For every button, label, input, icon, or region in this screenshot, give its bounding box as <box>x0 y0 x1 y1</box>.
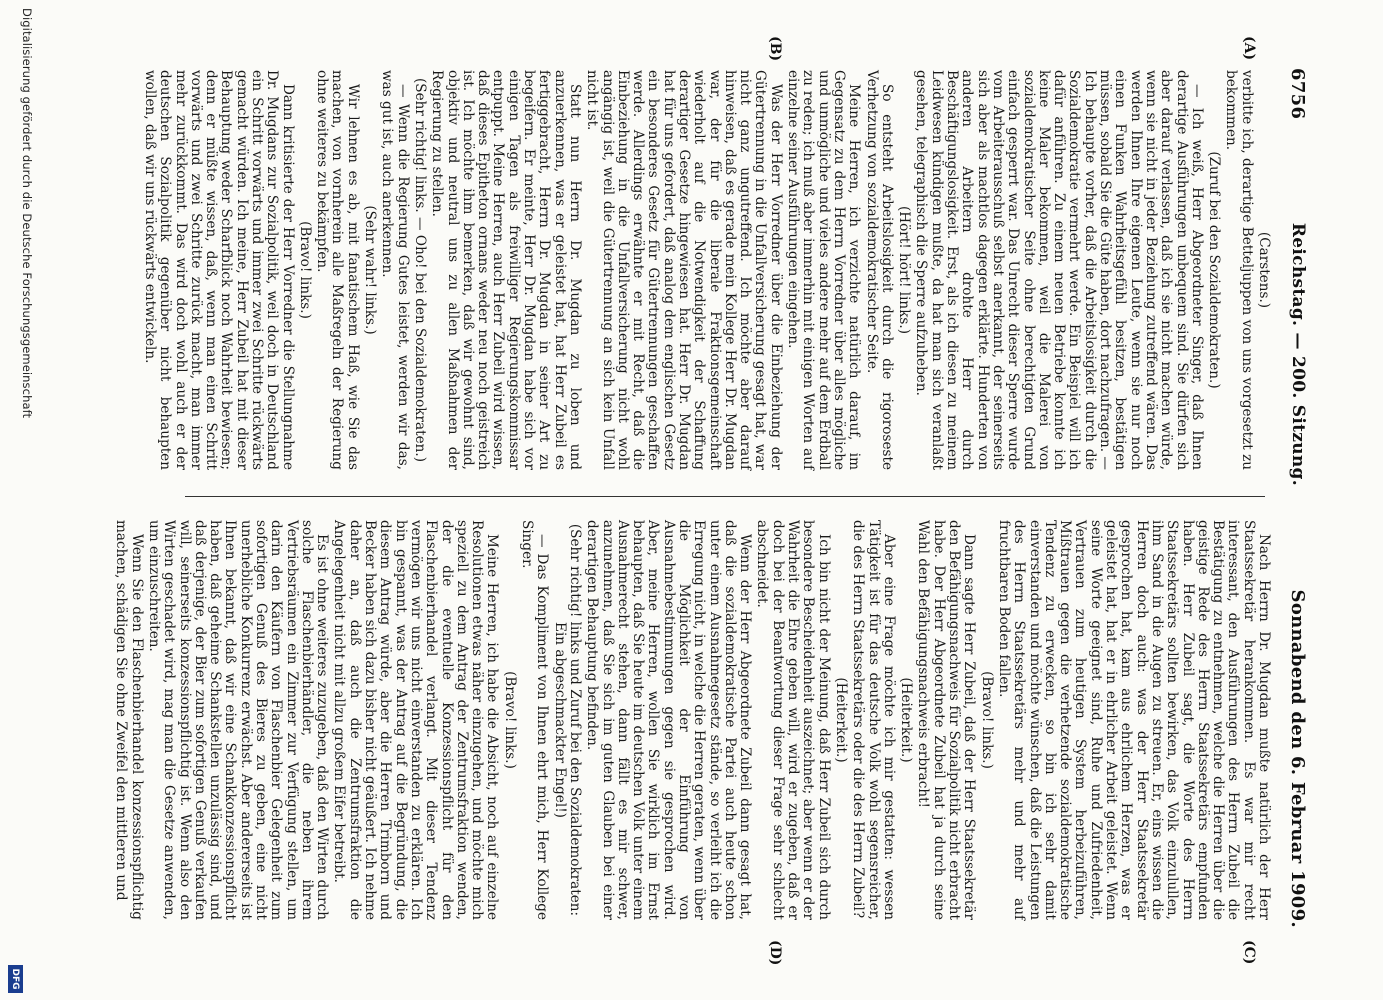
paragraph: Was der Herr Vorredner über die Einbeziehung der Gütertrennung in die Unfallversicherung gesagt hat, war nicht ganz ungutreffend. Ich möchte aber darauf hinweisen, daß es gerade mein Kollege Herr Dr. Mugdan war, der für die liberale Fraktionsgemeinschaft wiederholt auf die Notwendigkeit der Schaffung derartiger Gesetze hingewiesen hat. Herr Dr. Mugdan hat für uns gefordert, daß analog dem englischen Gesetz ein besonderes Gesetz für Gütertrennungen geschaffen werde. Allerdings erwähnte er mit Recht, daß die Einbeziehung in die Unfallversicherung nicht wohl angängig ist, weil die Gütertrennung an sich kein Unfall nicht ist. <box>584 70 784 470</box>
marker-d: (D) <box>767 940 783 966</box>
interjection: (Bravo! links.) <box>501 671 518 769</box>
right-column <box>111 520 1271 920</box>
marker-b: (B) <box>767 36 783 62</box>
interjection: (Sehr richtig! links und Zuruf bei den Sozialdemokraten: Ein abgeschmackter Engel!) <box>551 523 583 917</box>
interjection: (Bravo! links.) <box>978 671 995 769</box>
paragraph: — Ich weiß, Herr Abgeordneter Singer, daß Ihnen derartige Ausführungen unbequem sind. Sie dürfen sich aber darauf verlassen, daß ich sie nicht machen würde, wenn sie nicht in jeder Beziehung zutreffend wären. Das werden Ihnen Ihre eigenen Leute, wenn sie nur noch einen Funken Wahrheitsgefühl besitzen, bestätigen müssen, sobald Sie die Güte haben, dort nachzufragen. — Ich behaupte vorher, daß die Arbeitslosigkeit durch die Sozialdemokratie vermehrt werde. Ein Beispiel will ich dafür anführen. Zu einem neuen Betriebe konnte ich keine Maler bekommen, weil die Malerei von sozialdemokratischer Seite ohne berechtigten Grund einfach gesperrt war. Das Unrecht dieser Sperre wurde vom Arbeiterausschuß selbst anerkannt, der seinerseits sich aber als machtlos dagegen erklärte. Hunderten von anderen Arbeitern drohte Herr durch Beschäftigungslosigkeit. Erst, als ich diesen zu meinem Leidwesen kündigen mußte, da hat man sich veranlaßt gesehen, telegraphisch die Sperre aufzuheben. <box>913 70 1205 470</box>
interjection: (Sehr richtig! links. — Oho! bei den Sozialdemokraten.) <box>411 77 428 463</box>
page-header <box>1283 68 1313 928</box>
paragraph: Wenn Sie den Flaschenbierhandel konzessionspflichtig machen, schädigen Sie ohne Zweifel den mittleren und <box>113 520 145 920</box>
paragraph: Meine Herren, ich verzichte natürlich darauf, im Gegensatz zu dem Herrn Vorredner über alles mögliche und unmögliche und vieles andere mehr auf dem Erdball zu reden; ich muß aber immerhin mit einigen Worten auf einzelne seiner Ausführungen eingehen. <box>785 70 863 470</box>
interjection: (Hört! hört! links.) <box>896 205 913 335</box>
interjection: (Carstens.) <box>1256 231 1272 309</box>
paragraph: So entsteht Arbeitslosigkeit durch die rigoroseste Verhetzung von sozialdemokratischer Seite. <box>863 70 895 470</box>
marker-c: (C) <box>1241 940 1257 965</box>
paragraph: — Wenn die Regierung Gutes leistet, werden wir das, was gut ist, auch anerkennen. <box>379 70 411 470</box>
page-number: 6756 <box>1287 68 1309 120</box>
paragraph: Statt nun Herrn Dr. Mugdan zu loben und anzuerkennen, was er geleistet hat, hat Herr Zubeil es fertiggebracht, Herrn Dr. Mugdan in seiner Art zu begeifern. Er meinte, Herr Dr. Mugdan habe sich vor einigen Tagen als freiwilliger Regierungskommissar entpuppt. Meine Herren, auch Herr Zubeil wird wissen, daß dieses Epitheton ornans weder neu noch geistreich ist. Ich möchte ihm bemerken, daß wir gewohnt sind, objektiv und neutral uns zu allen Maßnahmen der Regierung zu stellen. <box>429 70 583 470</box>
paragraph: Wenn der Herr Abgeordnete Zubeil dann gesagt hat, daß die sozialdemokratische Partei auch heute schon unter einem Ausnahmegesetz stände, so verleiht ich die Erregung nicht, in welche die Herren geraten, wenn über die Möglichkeit der Einführung von Ausnahmebestimmungen gegen sie gesprochen wird. Aber, meine Herren, wollen Sie wirklich im Ernst behaupten, daß Sie heute im deutschen Volk unter einem Ausnahmerecht stehen, dann fällt es mir schwer, anzunehmen, daß Sie sich im guten Glauben bei einer derartigen Behauptung befinden. <box>584 520 754 920</box>
session-title: Reichstag. — 200. Sitzung. <box>1288 222 1308 486</box>
paragraph: Wir lehnen es ab, mit fanatischem Haß, wie Sie das machen, von vornherein alle Maßregeln der Regierung ohne weiteres zu bekämpfen. <box>314 70 361 470</box>
marker-a: (A) <box>1241 36 1257 61</box>
paragraph: Nach Herrn Dr. Mugdan mußte natürlich der Herr Staatssekretär herankommen. Es war mir recht interessant, den Ausführungen des Herrn Zubeil die Bestätigung zu entnehmen, welche die Herren über die geistige Rede des Herrn Staatssekretärs empfunden haben. Herr Zubeil sagt, die Worte des Herrn Staatssekretärs sollten bewirken, das Volk einzulullen, ihm Sand in die Augen zu streuen. Er, eins wissen die Herren doch auch: was der Herr Staatssekretär gesprochen hat, kam aus ehrlichem Herzen, was er geleistet hat, hat er in ehrlicher Arbeit geleistet. Wenn seine Worte geeignet sind, Ruhe und Zufriedenheit, Vertrauen zum heutigen System herbeizuführen, Mißtrauen gegen die verhetzende sozialdemokratische Tendenz zu erwecken, so bin ich sehr damit einverstanden und möchte wünschen, daß die Leistungen des Herrn Staatssekretärs mehr und mehr auf fruchtbaren Boden fallen. <box>995 520 1272 920</box>
interjection: (Sehr wahr! links.) <box>362 205 379 335</box>
column-divider <box>185 496 1265 497</box>
dfg-logo: DFG <box>8 965 23 993</box>
paragraph: verbitte ich, derartige Betteljuppen von uns vorgesetzt zu bekommen. <box>1223 70 1255 470</box>
interjection: (Zuruf bei den Sozialdemokraten.) <box>1206 151 1223 389</box>
left-column <box>140 70 1271 470</box>
interjection: (Bravo! links.) <box>296 221 313 319</box>
session-date: Sonnabend den 6. Februar 1909. <box>1287 589 1309 928</box>
paragraph: Dann sagte Herr Zubeil, daß der Herr Staatssekretär den Befähigungsnachweis für Sozialpolitik nicht erbracht habe. Der Herr Abgeordnete Zubeil hat ja durch seine Wahl den Befähigungsnachweis erbracht! <box>915 520 978 920</box>
digitization-note: Digitalisierung gefördert durch die Deutsche Forschungsgemeinschaft <box>20 8 34 419</box>
interjection: (Heiterkeit.) <box>832 677 849 763</box>
paragraph: Dann kritisierte der Herr Vorredner die Stellungnahme Dr. Mugdans zur Sozialpolitik, weil doch in Deutschland ein Schritt vorwärts und immer zwei Schritte rückwärts gemacht würden. Ich meine, Herr Zubeil hat mit dieser Behauptung weder Scharfblick noch Wahrheit bewiesen; denn er müßte wissen, daß, wenn man einen Schritt vorwärts und zwei Schritte zurück macht, man immer mehr zurückkommt. Das wird doch wohl auch er der deutschen Sozialpolitik gegenüber nicht behaupten wollen, daß wir uns rückwärts entwickeln. <box>141 70 296 470</box>
paragraph: — Das Kompliment von Ihnen ehrt mich, Herr Kollege Singer. <box>519 520 551 920</box>
interjection: (Heiterkeit.) <box>898 677 915 763</box>
paragraph: Aber eine Frage möchte ich mir gestatten: wessen Tätigkeit ist für das deutsche Volk wohl segensreicher, die des Herrn Staatssekretärs oder die des Herrn Zubeil? <box>850 520 897 920</box>
paragraph: Es ist ohne weiteres zuzugeben, daß den Wirten durch solche Flaschenbierhändler, die neben ihrem Vertriebsräumen ein Zimmer zur Verfügung stellen, um darin den Käufern von Flaschenbier Gelegenheit zum sofortigen Genuß des Bieres zu geben, eine nicht unerhebliche Konkurrenz erwächst. Aber andererseits ist Ihnen bekannt, daß wir eine Schankkonzessionspflicht haben, daß geheime Schankstellen unzulässig sind, und daß derjenige, der Bier zum sofortigen Genuß verkaufen will, seinerseits konzessionspflichtig ist. Wenn also den Wirten geschadet wird, mag man die Gesetze anwenden, um einzuschreiten. <box>145 520 331 920</box>
paragraph: Meine Herren, ich habe die Absicht, noch auf einzelne Resolutionen etwas näher einzugehen, und möchte mich speziell zu dem Antrag der Zentrumsfraktion wenden, der die eventuelle Konzessionspflicht für den Flaschenbierhandel verlangt. Mit dieser Tendenz vermögen wir uns nicht einverstanden zu erklären. Ich bin gespannt, was der Antrag auf die Begründung, die diesem Antrag würde, aber die Herren Trimborn und Becker haben sich dazu bisher nicht geäußert. Ich nehme daher an, daß auch die Zentrumsfraktion die Angelegenheit nicht mit allzu großem Eifer betreibt. <box>331 520 501 920</box>
paragraph: Ich bin nicht der Meinung, daß Herr Zubeil sich durch besondere Bescheidenheit auszeichnet; aber wenn er der Wahrheit die Ehre geben will, wird er zugeben, daß er doch bei der Beantwortung dieser Frage sehr schlecht abschneidet. <box>754 520 832 920</box>
